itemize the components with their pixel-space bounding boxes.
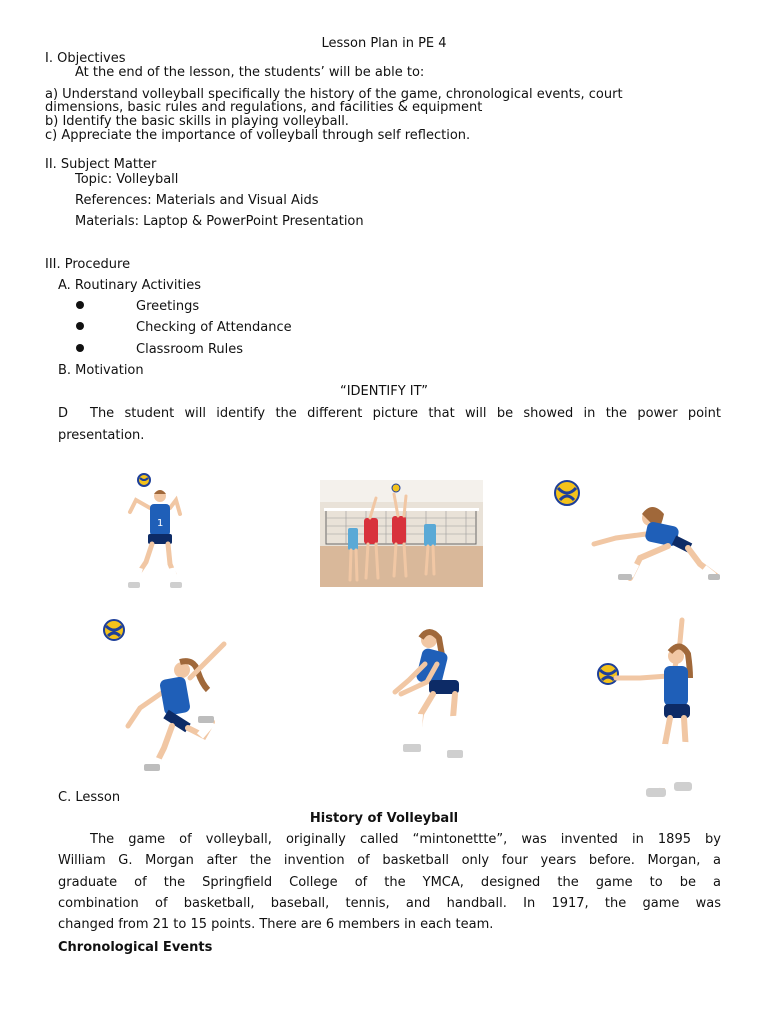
volleyball-game-at-net-image <box>320 480 483 587</box>
activity-instruction-line-2: presentation. <box>58 428 145 443</box>
history-line: graduate of the Springfield College of the YMCA, designed the game to be a <box>58 874 721 890</box>
objectives-heading: I. Objectives <box>45 51 126 66</box>
bullet-icon <box>76 322 84 330</box>
history-line: changed from 21 to 15 points. There are 6 members in each team. <box>58 917 494 933</box>
volleyball-player-digging-image <box>550 478 722 586</box>
svg-text:1: 1 <box>157 518 164 529</box>
history-heading: History of Volleyball <box>309 811 459 826</box>
lesson-label: C. Lesson <box>58 790 121 805</box>
history-line: William G. Morgan after the invention of basketball only four years before. Morgan, a <box>58 853 721 869</box>
volleyball-player-ready-stance-image <box>385 626 469 768</box>
page-title: Lesson Plan in PE 4 <box>321 36 447 51</box>
motivation-label: B. Motivation <box>58 363 144 378</box>
activity-marker: D <box>58 406 69 421</box>
history-line: combination of basketball, baseball, tennis, and handball. In 1917, the game was <box>58 895 721 911</box>
history-paragraph <box>58 829 721 935</box>
bullet-icon <box>76 301 84 309</box>
history-line: The game of volleyball, originally called “mintonettte”, was invented in 1895 by <box>90 832 721 847</box>
bullet-icon <box>76 344 84 352</box>
objectives-intro: At the end of the lesson, the students’ will be able to: <box>75 65 425 80</box>
references-line: References: Materials and Visual Aids <box>75 193 319 208</box>
objective-a-line-1: a) Understand volleyball specifically the history of the game, chronological events, court <box>45 87 623 102</box>
objective-c: c) Appreciate the importance of volleyball through self reflection. <box>45 128 471 143</box>
objective-b: b) Identify the basic skills in playing volleyball. <box>45 114 349 129</box>
volleyball-player-setting-image <box>118 470 188 592</box>
chronological-events-heading: Chronological Events <box>58 940 213 955</box>
objective-a-line-2: dimensions, basic rules and regulations, and facilities & equipment <box>45 100 483 115</box>
materials-line: Materials: Laptop & PowerPoint Presentation <box>75 214 364 229</box>
routinary-item: Classroom Rules <box>136 342 244 357</box>
activity-title: “IDENTIFY IT” <box>339 384 429 399</box>
procedure-heading: III. Procedure <box>45 257 131 272</box>
topic-line: Topic: Volleyball <box>75 172 179 187</box>
volleyball-player-serving-image <box>594 616 698 804</box>
routinary-item: Greetings <box>136 299 200 314</box>
activity-instruction-line-1: The student will identify the different picture that will be showed in the power point <box>90 406 721 421</box>
volleyball-player-spiking-image <box>100 618 230 774</box>
routinary-label: A. Routinary Activities <box>58 278 201 293</box>
routinary-item: Checking of Attendance <box>136 320 292 335</box>
subject-matter-heading: II. Subject Matter <box>45 157 157 172</box>
